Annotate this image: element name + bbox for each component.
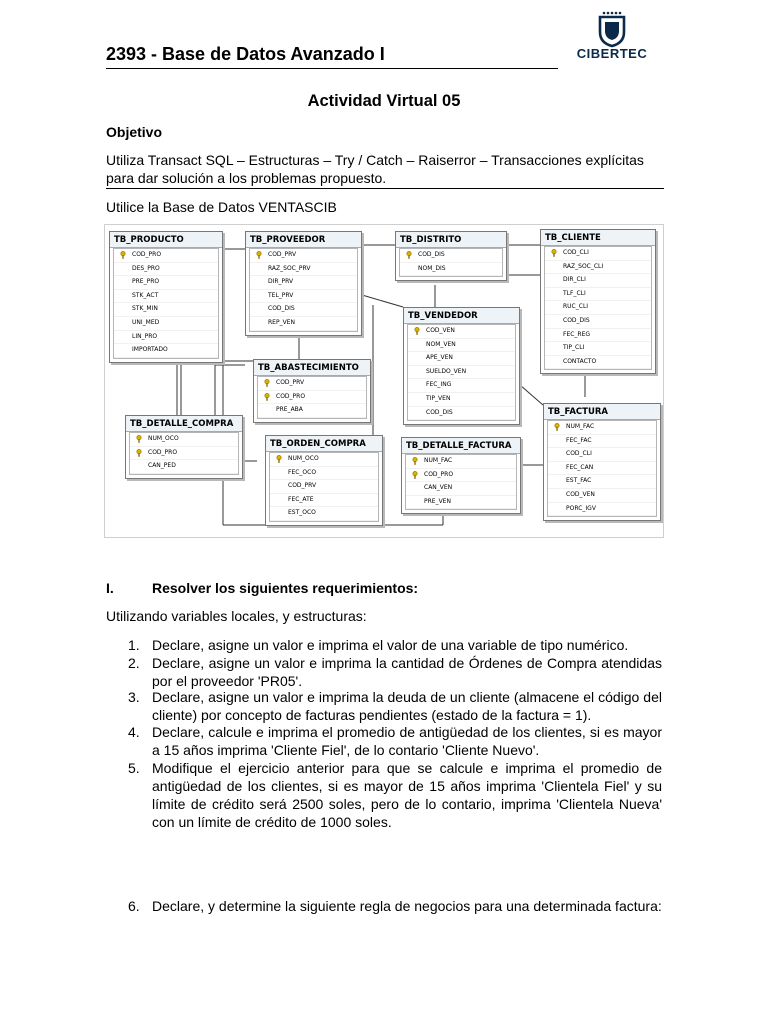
column-name: SUELDO_VEN bbox=[426, 367, 467, 375]
column-name: NUM_FAC bbox=[424, 457, 453, 464]
section-intro: Utilizando variables locales, y estructuras: bbox=[106, 608, 367, 624]
column-row bbox=[114, 303, 218, 317]
column-name: TEL_PRV bbox=[268, 291, 294, 299]
column-name: TIP_CLI bbox=[563, 344, 585, 352]
column-row bbox=[250, 249, 357, 263]
table-columns bbox=[269, 452, 379, 522]
column-row bbox=[130, 433, 238, 447]
logo-text: CIBERTEC bbox=[576, 46, 648, 61]
column-name: REP_VEN bbox=[268, 318, 295, 326]
column-row bbox=[408, 393, 515, 407]
column-name: PORC_IGV bbox=[566, 504, 596, 512]
column-name: COD_DIS bbox=[418, 251, 445, 258]
column-name: DIR_CLI bbox=[563, 276, 586, 284]
column-name: FEC_FAC bbox=[566, 436, 592, 444]
column-row bbox=[545, 261, 651, 275]
column-row bbox=[114, 290, 218, 304]
requirement-text: Declare, y determine la siguiente regla de negocios para una determinada factura: bbox=[152, 898, 662, 914]
column-row bbox=[114, 263, 218, 277]
column-row bbox=[545, 342, 651, 356]
requirement-number: 6. bbox=[128, 898, 140, 914]
column-name: COD_PRO bbox=[148, 448, 178, 456]
column-name: APE_VEN bbox=[426, 354, 453, 362]
column-row bbox=[548, 448, 656, 462]
column-row bbox=[408, 407, 515, 421]
table-tb-cliente bbox=[540, 229, 656, 374]
column-name: PRE_VEN bbox=[424, 497, 451, 505]
table-columns bbox=[399, 248, 503, 277]
primary-key-icon bbox=[135, 435, 143, 443]
requirement-text: Declare, asigne un valor e imprima la cantidad de Órdenes de Compra atendidas por el proveedor 'PR05'. bbox=[152, 655, 662, 689]
column-name: RUC_CLI bbox=[563, 303, 589, 311]
primary-key-icon bbox=[411, 471, 419, 479]
table-tb-proveedor bbox=[245, 231, 362, 336]
column-row bbox=[130, 447, 238, 461]
column-name: COD_PRO bbox=[424, 470, 454, 478]
column-row bbox=[406, 482, 516, 496]
column-name: IMPORTADO bbox=[132, 346, 168, 354]
column-name: CONTACTO bbox=[563, 357, 597, 365]
column-name: LIN_PRO bbox=[132, 332, 158, 340]
table-name: TB_DETALLE_COMPRA bbox=[126, 416, 242, 432]
table-columns bbox=[257, 376, 367, 419]
table-name: TB_VENDEDOR bbox=[404, 308, 519, 324]
column-row bbox=[250, 317, 357, 331]
column-row bbox=[250, 303, 357, 317]
table-name: TB_DISTRITO bbox=[396, 232, 506, 248]
column-name: PRE_ABA bbox=[276, 406, 303, 414]
column-row bbox=[406, 496, 516, 510]
column-name: CAN_PED bbox=[148, 462, 176, 470]
table-tb-detalle-factura bbox=[401, 437, 521, 514]
table-name: TB_CLIENTE bbox=[541, 230, 655, 246]
column-name: EST_FAC bbox=[566, 477, 592, 485]
requirement-text: Modifique el ejercicio anterior para que se calcule e imprima el promedio de antigüedad de los clientes, si es mayor de 15 años imprima 'Clientela Fiel' y su límite de crédito será 2500 soles, pero de lo contario, imprima 'Clientela Nueva' con un límite de crédito de 1000 soles. bbox=[152, 760, 662, 830]
requirement-number: 4. bbox=[128, 724, 140, 740]
column-row bbox=[114, 276, 218, 290]
column-name: COD_PRO bbox=[276, 392, 306, 400]
requirement-number: 1. bbox=[128, 637, 140, 653]
column-row bbox=[408, 379, 515, 393]
column-row bbox=[545, 274, 651, 288]
table-tb-producto bbox=[109, 231, 223, 363]
column-name: NOM_VEN bbox=[426, 340, 456, 348]
requirement-number: 3. bbox=[128, 689, 140, 705]
column-row bbox=[250, 263, 357, 277]
column-name: FEC_ING bbox=[426, 381, 452, 389]
column-row bbox=[545, 301, 651, 315]
column-row bbox=[408, 339, 515, 353]
column-name: COD_DIS bbox=[268, 305, 295, 313]
column-name: DES_PRO bbox=[132, 264, 160, 272]
column-row bbox=[408, 352, 515, 366]
column-row bbox=[270, 453, 378, 467]
column-row bbox=[250, 290, 357, 304]
column-name: CAN_VEN bbox=[424, 484, 453, 492]
column-name: COD_DIS bbox=[563, 316, 590, 324]
column-name: NUM_FAC bbox=[566, 423, 595, 430]
section-number: I. bbox=[106, 580, 114, 596]
column-row bbox=[114, 344, 218, 358]
column-row bbox=[545, 356, 651, 370]
table-tb-detalle-compra bbox=[125, 415, 243, 479]
column-row bbox=[406, 469, 516, 483]
column-name: FEC_OCO bbox=[288, 468, 317, 476]
column-name: FEC_REG bbox=[563, 330, 591, 338]
requirement-text: Declare, asigne un valor e imprima el valor de una variable de tipo numérico. bbox=[152, 637, 629, 653]
table-columns bbox=[113, 248, 219, 359]
column-row bbox=[408, 325, 515, 339]
column-row bbox=[130, 460, 238, 474]
course-title: 2393 - Base de Datos Avanzado I bbox=[106, 44, 385, 64]
table-columns bbox=[249, 248, 358, 332]
column-row bbox=[545, 247, 651, 261]
column-name: TLF_CLI bbox=[563, 289, 586, 297]
column-name: DIR_PRV bbox=[268, 278, 294, 286]
column-row bbox=[270, 507, 378, 521]
column-row bbox=[548, 503, 656, 517]
column-name: COD_PRV bbox=[268, 251, 297, 258]
column-row bbox=[258, 404, 366, 418]
column-name: EST_OCO bbox=[288, 509, 316, 517]
primary-key-icon bbox=[550, 249, 558, 257]
table-name: TB_FACTURA bbox=[544, 404, 660, 420]
column-row bbox=[548, 475, 656, 489]
column-name: COD_CLI bbox=[566, 450, 592, 458]
primary-key-icon bbox=[411, 457, 419, 465]
requirement-text: Declare, calcule e imprima el promedio de antigüedad de los clientes, si es mayor a 15 años imprima 'Cliente Fiel', de lo contario 'Cliente Nuevo'. bbox=[152, 724, 662, 758]
document-title: Actividad Virtual 05 bbox=[307, 92, 461, 110]
column-name: PRE_PRO bbox=[132, 278, 160, 286]
column-name: COD_VEN bbox=[566, 490, 595, 498]
table-tb-orden-compra bbox=[265, 435, 383, 526]
table-name: TB_PRODUCTO bbox=[110, 232, 222, 248]
column-name: COD_VEN bbox=[426, 327, 455, 334]
primary-key-icon bbox=[135, 449, 143, 457]
primary-key-icon bbox=[263, 393, 271, 401]
column-row bbox=[408, 366, 515, 380]
column-row bbox=[258, 377, 366, 391]
table-name: TB_ORDEN_COMPRA bbox=[266, 436, 382, 452]
column-name: COD_CLI bbox=[563, 249, 589, 256]
column-name: STK_ACT bbox=[132, 291, 159, 299]
section-title: Resolver los siguientes requerimientos: bbox=[152, 580, 419, 596]
column-row bbox=[114, 249, 218, 263]
table-columns bbox=[407, 324, 516, 421]
relation-line bbox=[362, 295, 403, 307]
requirement-number: 5. bbox=[128, 760, 140, 776]
column-row bbox=[250, 276, 357, 290]
table-columns bbox=[544, 246, 652, 370]
column-row bbox=[114, 317, 218, 331]
table-name: TB_PROVEEDOR bbox=[246, 232, 361, 248]
objetivo-text: Utiliza Transact SQL – Estructuras – Try / Catch – Raiserror – Transacciones explícitas para dar solución a los problemas propuesto. bbox=[106, 152, 644, 186]
column-name: STK_MIN bbox=[132, 305, 158, 313]
column-row bbox=[545, 315, 651, 329]
objetivo-rule bbox=[106, 188, 664, 189]
column-row bbox=[548, 462, 656, 476]
column-name: NUM_OCO bbox=[148, 435, 179, 442]
column-name: RAZ_SOC_PRV bbox=[268, 264, 311, 272]
requirement-number: 2. bbox=[128, 655, 140, 671]
relation-line bbox=[520, 385, 543, 405]
column-row bbox=[270, 467, 378, 481]
table-columns bbox=[547, 420, 657, 517]
column-row bbox=[400, 249, 502, 263]
column-name: UNI_MED bbox=[132, 318, 160, 326]
column-row bbox=[406, 455, 516, 469]
column-name: RAZ_SOC_CLI bbox=[563, 262, 604, 270]
column-name: NOM_DIS bbox=[418, 264, 446, 272]
column-row bbox=[548, 421, 656, 435]
primary-key-icon bbox=[275, 455, 283, 463]
column-name: FEC_ATE bbox=[288, 495, 314, 503]
column-name: COD_PRO bbox=[132, 251, 162, 258]
column-row bbox=[400, 263, 502, 277]
column-name: COD_DIS bbox=[426, 408, 453, 416]
table-columns bbox=[129, 432, 239, 475]
table-tb-vendedor bbox=[403, 307, 520, 425]
column-row bbox=[114, 331, 218, 345]
column-row bbox=[545, 329, 651, 343]
header-rule bbox=[106, 68, 558, 69]
objetivo-heading: Objetivo bbox=[106, 124, 163, 140]
primary-key-icon bbox=[553, 423, 561, 431]
primary-key-icon bbox=[413, 327, 421, 335]
table-name: TB_DETALLE_FACTURA bbox=[402, 438, 520, 454]
column-row bbox=[545, 288, 651, 302]
table-columns bbox=[405, 454, 517, 510]
requirement-text: Declare, asigne un valor e imprima la deuda de un cliente (almacene el código del cliente) por concepto de facturas pendientes (estado de la factura = 1). bbox=[152, 689, 662, 723]
primary-key-icon bbox=[405, 251, 413, 259]
primary-key-icon bbox=[119, 251, 127, 259]
column-row bbox=[548, 435, 656, 449]
table-tb-distrito bbox=[395, 231, 507, 281]
column-name: FEC_CAN bbox=[566, 463, 594, 471]
column-name: COD_PRV bbox=[276, 379, 305, 386]
primary-key-icon bbox=[263, 379, 271, 387]
column-row bbox=[270, 494, 378, 508]
table-name: TB_ABASTECIMIENTO bbox=[254, 360, 370, 376]
table-tb-factura bbox=[543, 403, 661, 521]
column-row bbox=[548, 489, 656, 503]
database-line: Utilice la Base de Datos VENTASCIB bbox=[106, 199, 337, 215]
column-row bbox=[270, 480, 378, 494]
column-row bbox=[258, 391, 366, 405]
column-name: NUM_OCO bbox=[288, 455, 319, 462]
column-name: TIP_VEN bbox=[426, 394, 451, 402]
primary-key-icon bbox=[255, 251, 263, 259]
er-diagram bbox=[104, 224, 664, 538]
column-name: COD_PRV bbox=[288, 482, 317, 490]
table-tb-abastecimiento bbox=[253, 359, 371, 423]
